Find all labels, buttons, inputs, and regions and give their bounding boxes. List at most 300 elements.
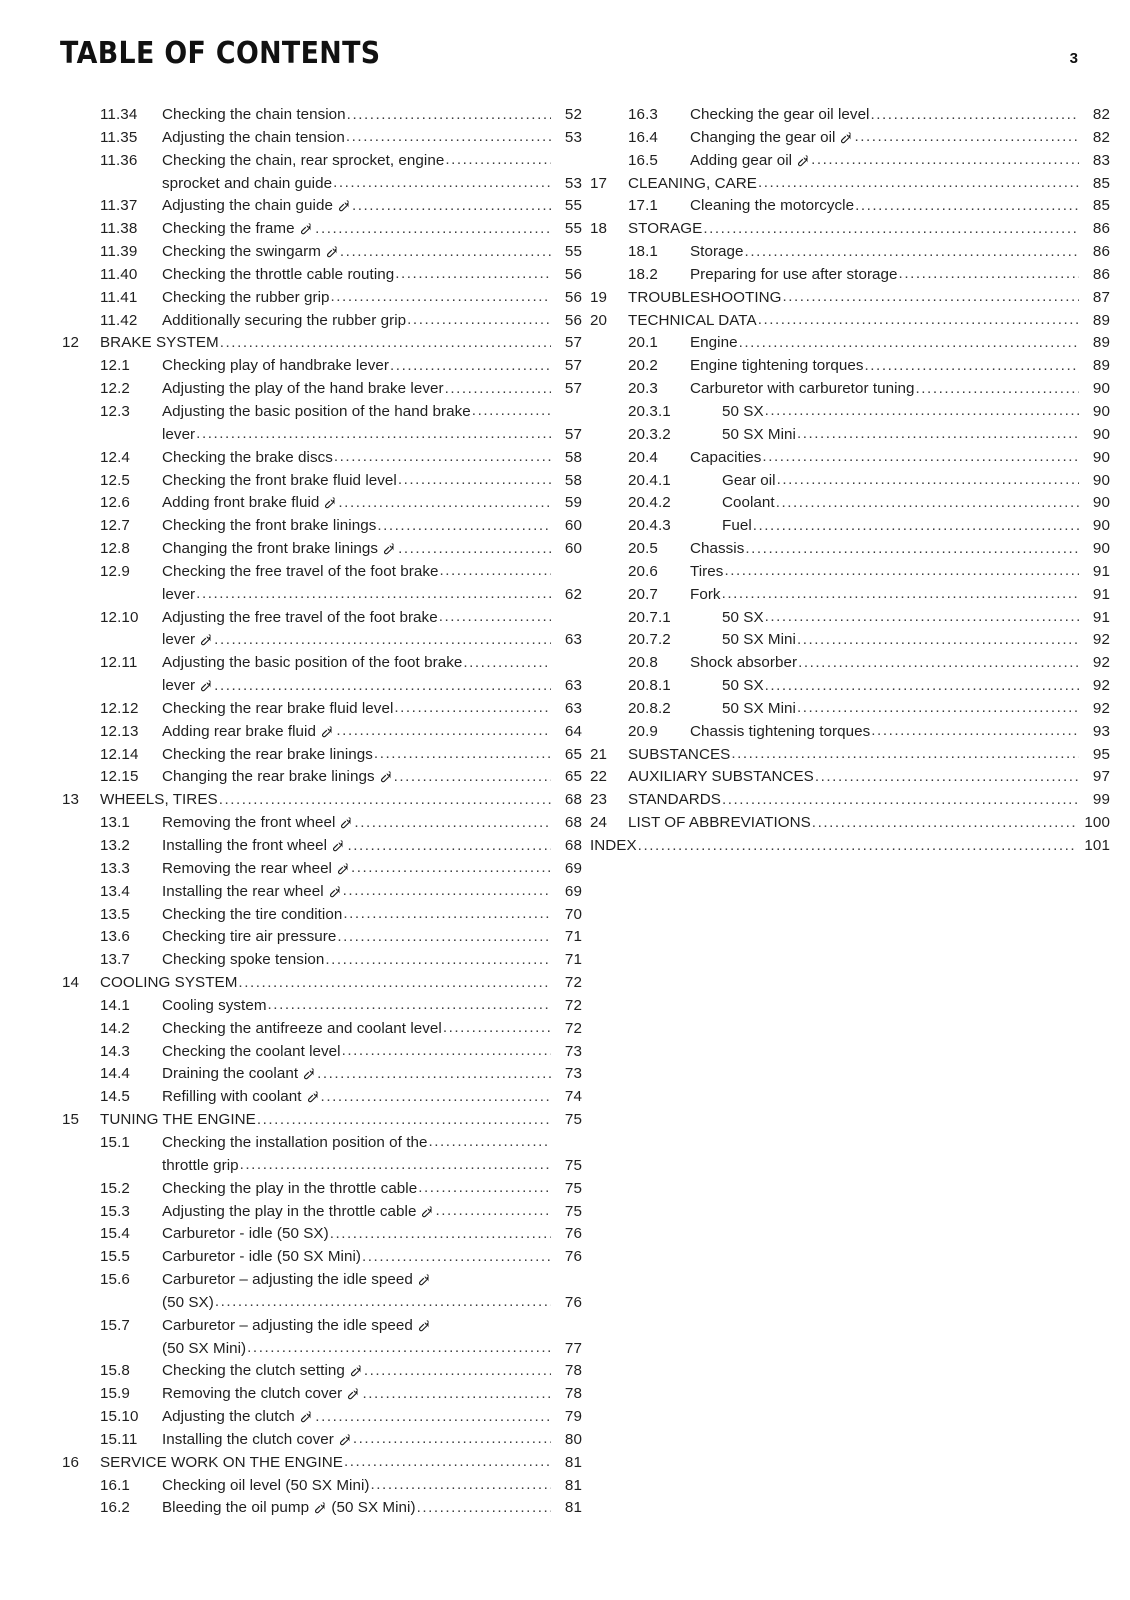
toc-entry-page: 92	[1092, 699, 1110, 717]
toc-entry-page: 69	[564, 882, 582, 900]
toc-entry-number: 12	[62, 334, 80, 352]
toc-entry-line	[722, 675, 1110, 698]
toc-entry-number: 11.38	[100, 220, 138, 238]
toc-entry-body	[162, 1018, 582, 1041]
toc-entry[interactable]	[62, 652, 582, 698]
toc-entry-line	[722, 698, 1110, 721]
toc-entry-page: 57	[564, 357, 582, 375]
toc-entry[interactable]	[62, 1063, 582, 1086]
toc-entry-body	[628, 218, 1110, 241]
toc-entry[interactable]	[62, 1360, 582, 1383]
toc-entry-title: Draining the coolant	[162, 1065, 299, 1083]
dot-leader	[865, 355, 1079, 378]
toc-entry-body	[162, 1429, 582, 1452]
toc-entry-line	[162, 515, 582, 538]
toc-entry-title: BRAKE SYSTEM	[100, 334, 219, 352]
toc-entry[interactable]	[590, 721, 1110, 744]
dot-leader	[220, 332, 551, 355]
toc-entry[interactable]	[590, 104, 1110, 127]
toc-entry-page: 81	[564, 1476, 582, 1494]
dot-leader	[916, 378, 1079, 401]
toc-entry-page: 60	[564, 540, 582, 558]
toc-entry-number: 20.8.1	[628, 677, 671, 695]
toc-entry-title: Carburetor – adjusting the idle speed	[162, 1316, 413, 1334]
toc-entry[interactable]	[590, 675, 1110, 698]
toc-entry-title: Checking play of handbrake lever	[162, 357, 390, 375]
toc-column-left	[62, 104, 582, 1520]
toc-entry-title: (50 SX)	[162, 1293, 214, 1311]
toc-entry-body	[162, 104, 582, 127]
wrench-icon	[299, 222, 312, 235]
toc-entry[interactable]	[590, 835, 1110, 858]
toc-entry[interactable]	[590, 332, 1110, 355]
toc-entry[interactable]	[62, 264, 582, 287]
toc-entry[interactable]	[62, 1201, 582, 1224]
toc-entry-line	[628, 218, 1110, 241]
toc-entry[interactable]	[62, 1429, 582, 1452]
toc-entry[interactable]	[62, 721, 582, 744]
toc-entry-line	[162, 1406, 582, 1429]
toc-entry-number: 12.15	[100, 768, 139, 786]
toc-entry-body	[590, 835, 1110, 858]
dot-leader	[418, 1177, 551, 1200]
toc-entry-number: 18	[590, 220, 608, 238]
toc-entry-number: 16.5	[628, 151, 658, 169]
toc-entry-line	[162, 492, 582, 515]
toc-entry[interactable]	[590, 195, 1110, 218]
toc-entry-line	[162, 675, 582, 698]
toc-entry[interactable]	[62, 127, 582, 150]
toc-entry[interactable]	[590, 515, 1110, 538]
toc-entry[interactable]	[590, 698, 1110, 721]
toc-entry-page: 74	[564, 1088, 582, 1106]
toc-entry[interactable]	[62, 401, 582, 447]
toc-entry[interactable]	[590, 378, 1110, 401]
toc-entry[interactable]	[62, 1246, 582, 1269]
dot-leader	[871, 720, 1079, 743]
dot-leader	[765, 606, 1079, 629]
toc-entry[interactable]	[590, 241, 1110, 264]
toc-entry-title: Installing the front wheel	[162, 837, 328, 854]
toc-entry-body	[162, 1360, 582, 1383]
dot-leader	[463, 652, 551, 675]
dot-leader	[362, 1383, 551, 1406]
toc-entry[interactable]	[62, 492, 582, 515]
toc-entry[interactable]	[62, 926, 582, 949]
dot-leader	[445, 378, 551, 401]
toc-entry-number: 20.5	[628, 540, 658, 558]
toc-entry-line	[690, 127, 1110, 150]
toc-entry[interactable]	[62, 538, 582, 561]
toc-entry-page: 90	[1092, 425, 1110, 443]
toc-entry-title: Storage	[690, 243, 744, 261]
toc-entry-number: 20.4	[628, 448, 658, 466]
toc-entry[interactable]	[62, 858, 582, 881]
toc-entry-number: 12.2	[100, 380, 130, 398]
toc-entry-title: Removing the rear wheel	[162, 859, 332, 877]
toc-entry-page: 93	[1092, 722, 1110, 740]
toc-entry-line	[162, 470, 582, 493]
toc-entry-body	[162, 378, 582, 401]
dot-leader	[240, 1154, 551, 1177]
toc-entry[interactable]	[590, 812, 1110, 835]
toc-entry[interactable]	[62, 995, 582, 1018]
toc-entry[interactable]	[62, 150, 582, 196]
toc-entry-line	[162, 607, 582, 630]
dot-leader	[798, 652, 1079, 675]
toc-entry-page: 81	[564, 1499, 582, 1517]
toc-entry-page: 91	[1092, 585, 1110, 603]
toc-entry-number: 12.7	[100, 517, 130, 535]
toc-entry-body	[162, 744, 582, 767]
toc-entry[interactable]	[62, 1223, 582, 1246]
dot-leader	[472, 400, 551, 423]
dot-leader	[351, 857, 551, 880]
toc-entry-number: 12.3	[100, 402, 130, 420]
toc-entry-page: 90	[1092, 471, 1110, 489]
toc-entry-body	[162, 447, 582, 470]
dot-leader	[337, 926, 551, 949]
toc-entry-line	[690, 378, 1110, 401]
toc-entry-title: lever	[162, 425, 196, 443]
toc-entry-title: 50 SX Mini	[722, 425, 796, 443]
toc-entry-page: 90	[1092, 448, 1110, 466]
toc-entry[interactable]	[62, 1452, 582, 1475]
toc-entry-number: 11.42	[100, 311, 138, 329]
toc-entry-title: Chassis tightening torques	[690, 722, 871, 740]
toc-column-right	[590, 104, 1110, 1520]
toc-entry-title: Checking oil level (50 SX Mini)	[162, 1476, 370, 1494]
toc-entry[interactable]	[590, 561, 1110, 584]
toc-entry-body	[162, 515, 582, 538]
toc-entry-number: 12.8	[100, 540, 130, 558]
toc-entry-title: Checking the tire condition	[162, 905, 343, 923]
toc-entry-title: Refilling with coolant	[162, 1088, 302, 1106]
toc-entry-number: 19	[590, 288, 608, 306]
toc-entry-number: 12.14	[100, 745, 139, 763]
dot-leader	[343, 903, 551, 926]
toc-entry-line	[690, 195, 1110, 218]
dot-leader	[214, 675, 551, 698]
wrench-icon	[338, 1433, 351, 1446]
toc-entry[interactable]	[62, 1018, 582, 1041]
toc-entry-line	[162, 150, 582, 173]
toc-entry[interactable]	[590, 264, 1110, 287]
toc-entry[interactable]	[62, 310, 582, 333]
toc-entry[interactable]	[590, 401, 1110, 424]
toc-entry-line	[162, 1063, 582, 1086]
toc-entry-page: 72	[564, 974, 582, 992]
toc-entry-number: 11.39	[100, 243, 138, 261]
toc-entry[interactable]	[62, 332, 582, 355]
toc-entry-number: 20.7.2	[628, 631, 671, 649]
toc-entry[interactable]	[62, 607, 582, 653]
toc-entry[interactable]	[62, 378, 582, 401]
toc-entry[interactable]	[62, 1497, 582, 1520]
toc-entry[interactable]	[62, 1132, 582, 1178]
toc-entry-title: 50 SX Mini	[722, 631, 796, 649]
dot-leader	[336, 720, 551, 743]
toc-entry-title-suffix: (50 SX Mini)	[327, 1499, 416, 1517]
dot-leader	[321, 1086, 551, 1109]
wrench-icon	[382, 542, 395, 555]
toc-entry-title: Removing the clutch cover	[162, 1385, 343, 1403]
toc-entry[interactable]	[590, 424, 1110, 447]
toc-entry[interactable]	[62, 789, 582, 812]
toc-entry-page: 63	[564, 677, 582, 695]
toc-entry[interactable]	[590, 355, 1110, 378]
dot-leader	[338, 492, 551, 515]
toc-entry-body	[162, 1201, 582, 1224]
toc-entry-line	[162, 1338, 582, 1361]
toc-entry-title: Adding gear oil	[690, 151, 793, 169]
toc-entry-line	[162, 1383, 582, 1406]
toc-entry-line	[162, 127, 582, 150]
dot-leader	[340, 241, 551, 264]
toc-entry-body	[690, 652, 1110, 675]
dot-leader	[214, 629, 551, 652]
toc-entry-line	[162, 766, 582, 789]
toc-entry[interactable]	[62, 1178, 582, 1201]
toc-entry[interactable]	[62, 1041, 582, 1064]
toc-entry[interactable]	[62, 812, 582, 835]
toc-entry[interactable]	[62, 972, 582, 995]
toc-entry-line	[162, 721, 582, 744]
toc-entry[interactable]	[62, 1109, 582, 1132]
dot-leader	[638, 835, 1075, 858]
toc-entry[interactable]	[590, 789, 1110, 812]
dot-leader	[342, 1040, 551, 1063]
toc-entry[interactable]	[590, 629, 1110, 652]
toc-entry-page: 97	[1092, 768, 1110, 786]
toc-entry-line	[722, 470, 1110, 493]
dot-leader	[377, 515, 551, 538]
toc-entry-body	[162, 195, 582, 218]
wrench-icon	[331, 839, 344, 852]
toc-entry-line	[162, 424, 582, 447]
toc-entry[interactable]	[590, 744, 1110, 767]
toc-entry-title: STANDARDS	[628, 791, 721, 809]
toc-entry-line	[690, 447, 1110, 470]
toc-entry[interactable]	[62, 1315, 582, 1361]
toc-entry[interactable]	[62, 1406, 582, 1429]
toc-entry[interactable]	[590, 218, 1110, 241]
toc-entry-page: 55	[564, 197, 582, 215]
toc-entry[interactable]	[590, 173, 1110, 196]
toc-entry-title: Adding front brake fluid	[162, 494, 320, 512]
toc-entry[interactable]	[590, 310, 1110, 333]
toc-entry-number: 14.3	[100, 1042, 130, 1060]
toc-entry-title: (50 SX Mini)	[162, 1339, 247, 1357]
toc-entry-line	[690, 355, 1110, 378]
dot-leader	[407, 309, 551, 332]
toc-entry-number: 13.6	[100, 928, 130, 946]
toc-entry[interactable]	[590, 470, 1110, 493]
toc-entry-body	[100, 1452, 582, 1475]
toc-entry-number: 12.6	[100, 494, 130, 512]
toc-entry-title: Installing the rear wheel	[162, 882, 324, 900]
toc-entry[interactable]	[62, 287, 582, 310]
dot-leader	[797, 423, 1079, 446]
toc-entry-body	[690, 447, 1110, 470]
wrench-icon	[313, 1501, 326, 1514]
toc-entry[interactable]	[62, 1383, 582, 1406]
toc-entry-number: 11.37	[100, 197, 138, 215]
toc-entry-page: 92	[1092, 654, 1110, 672]
toc-entry[interactable]	[62, 881, 582, 904]
toc-entry-body	[162, 264, 582, 287]
wrench-icon	[349, 1364, 362, 1377]
toc-entry-line	[100, 972, 582, 995]
toc-entry-line	[162, 881, 582, 904]
dot-leader	[398, 538, 551, 561]
toc-entry-number: 16.1	[100, 1476, 130, 1494]
dot-leader	[343, 880, 551, 903]
toc-entry[interactable]	[590, 287, 1110, 310]
dot-leader	[362, 1246, 551, 1269]
toc-entry-number: 14.4	[100, 1065, 130, 1083]
toc-entry-line	[162, 1429, 582, 1452]
toc-entry[interactable]	[62, 698, 582, 721]
toc-entry-line	[162, 995, 582, 1018]
dot-leader	[443, 1017, 551, 1040]
dot-leader	[268, 994, 551, 1017]
toc-entry[interactable]	[62, 104, 582, 127]
toc-entry[interactable]	[62, 195, 582, 218]
toc-entry-title: lever	[162, 631, 196, 649]
toc-entry-page: 89	[1092, 311, 1110, 329]
toc-entry[interactable]	[62, 561, 582, 607]
toc-entry-title: Carburetor - idle (50 SX Mini)	[162, 1248, 362, 1266]
dot-leader	[347, 104, 551, 127]
toc-entry-title: Checking the brake discs	[162, 448, 333, 466]
toc-entry-number: 14.2	[100, 1019, 130, 1037]
toc-entry[interactable]	[62, 1269, 582, 1315]
toc-entry[interactable]	[590, 607, 1110, 630]
toc-entry[interactable]	[590, 538, 1110, 561]
dot-leader	[745, 241, 1079, 264]
toc-entry[interactable]	[62, 470, 582, 493]
toc-entry-number: 17.1	[628, 197, 658, 215]
toc-entry-line	[628, 744, 1110, 767]
wrench-icon	[417, 1319, 430, 1332]
toc-entry-line	[628, 310, 1110, 333]
toc-entry-line	[722, 492, 1110, 515]
wrench-icon	[325, 245, 338, 258]
toc-entry-body	[162, 881, 582, 904]
dot-leader	[731, 743, 1079, 766]
toc-entry-title: Checking the installation position of the	[162, 1133, 428, 1151]
dot-leader	[325, 949, 551, 972]
toc-entry-page: 85	[1092, 174, 1110, 192]
toc-entry-line	[162, 1178, 582, 1201]
dot-leader	[331, 286, 551, 309]
toc-entry[interactable]	[590, 766, 1110, 789]
toc-entry-number: 20.4.3	[628, 517, 671, 535]
toc-entry[interactable]	[62, 355, 582, 378]
toc-entry-body	[690, 150, 1110, 173]
toc-entry[interactable]	[590, 127, 1110, 150]
page-header	[60, 36, 1078, 82]
toc-entry-body	[162, 1178, 582, 1201]
dot-leader	[219, 789, 551, 812]
toc-entry-body	[162, 995, 582, 1018]
toc-entry-body	[162, 310, 582, 333]
toc-entry-page: 58	[564, 471, 582, 489]
toc-entry[interactable]	[62, 744, 582, 767]
dot-leader	[394, 697, 551, 720]
toc-entry-title: Checking the coolant level	[162, 1042, 341, 1060]
toc-entry-page: 68	[564, 837, 582, 854]
toc-entry-body	[100, 972, 582, 995]
toc-entry-body	[722, 698, 1110, 721]
toc-entry[interactable]	[62, 1086, 582, 1109]
toc-entry[interactable]	[62, 447, 582, 470]
toc-entry-number: 15.9	[100, 1385, 130, 1403]
dot-leader	[315, 218, 551, 241]
toc-entry-title: Coolant	[722, 494, 775, 512]
toc-entry-number: 21	[590, 745, 608, 763]
toc-entry-title: TROUBLESHOOTING	[628, 288, 782, 306]
toc-entry-body	[162, 835, 582, 858]
toc-entry[interactable]	[62, 1475, 582, 1498]
toc-entry-body	[690, 264, 1110, 287]
toc-entry-page: 77	[564, 1339, 582, 1357]
toc-entry-line	[100, 332, 582, 355]
dot-leader	[238, 972, 551, 995]
toc-entry-body	[690, 195, 1110, 218]
toc-entry[interactable]	[62, 835, 582, 858]
toc-entry[interactable]	[590, 652, 1110, 675]
toc-entry-number: 20.9	[628, 722, 658, 740]
toc-entry-title: lever	[162, 585, 196, 603]
toc-entry[interactable]	[62, 515, 582, 538]
toc-entry-number: 18.1	[628, 243, 658, 261]
toc-entry-body	[162, 698, 582, 721]
toc-entry[interactable]	[590, 584, 1110, 607]
toc-entry-page: 76	[564, 1225, 582, 1243]
wrench-icon	[337, 199, 350, 212]
toc-entry-line	[162, 310, 582, 333]
toc-entry-number: 20.3	[628, 380, 658, 398]
toc-entry-title: lever	[162, 677, 196, 695]
toc-entry-title: Bleeding the oil pump	[162, 1499, 310, 1517]
toc-entry[interactable]	[62, 218, 582, 241]
wrench-icon	[339, 816, 352, 829]
dot-leader	[758, 309, 1079, 332]
toc-entry[interactable]	[62, 949, 582, 972]
toc-entry-line	[162, 1246, 582, 1269]
toc-entry-page: 71	[564, 951, 582, 969]
dot-leader	[765, 675, 1079, 698]
toc-entry[interactable]	[62, 904, 582, 927]
toc-entry-title: Additionally securing the rubber grip	[162, 311, 407, 329]
wrench-icon	[839, 131, 852, 144]
toc-entry[interactable]	[62, 241, 582, 264]
dot-leader	[776, 492, 1079, 515]
page-number: 3	[1069, 50, 1078, 67]
toc-entry-number: 23	[590, 791, 608, 809]
toc-entry-page: 87	[1092, 288, 1110, 306]
toc-entry[interactable]	[590, 150, 1110, 173]
dot-leader	[390, 355, 551, 378]
toc-entry[interactable]	[590, 492, 1110, 515]
toc-entry-page: 92	[1092, 631, 1110, 649]
toc-entry-title: Gear oil	[722, 471, 776, 489]
toc-entry-line	[162, 926, 582, 949]
toc-entry[interactable]	[590, 447, 1110, 470]
toc-entry[interactable]	[62, 766, 582, 789]
